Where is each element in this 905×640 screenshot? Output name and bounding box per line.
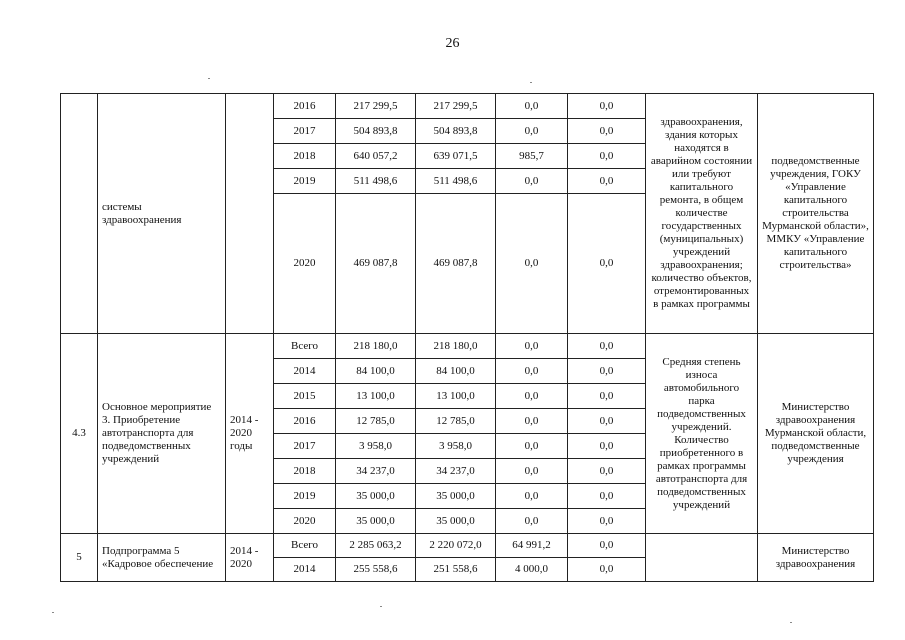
year-cell: 2014 xyxy=(274,558,336,582)
funding-cell: 0,0 xyxy=(496,434,568,459)
year-cell: 2019 xyxy=(274,484,336,509)
funding-cell: 511 498,6 xyxy=(416,169,496,194)
funding-cell: 218 180,0 xyxy=(416,334,496,359)
total-cell: 2 285 063,2 xyxy=(336,534,416,558)
total-cell: 3 958,0 xyxy=(336,434,416,459)
funding-cell: 985,7 xyxy=(496,144,568,169)
executor-cell: Министерство здравоохранения xyxy=(758,534,874,582)
scan-speck xyxy=(380,606,382,607)
year-cell: 2017 xyxy=(274,119,336,144)
funding-cell: 3 958,0 xyxy=(416,434,496,459)
total-cell: 34 237,0 xyxy=(336,459,416,484)
funding-cell: 0,0 xyxy=(568,194,646,334)
period-cell xyxy=(226,94,274,334)
funding-cell: 64 991,2 xyxy=(496,534,568,558)
funding-cell: 639 071,5 xyxy=(416,144,496,169)
year-cell: 2018 xyxy=(274,459,336,484)
measure-name-cell: системы здравоохранения xyxy=(98,94,226,334)
year-cell: 2014 xyxy=(274,359,336,384)
measure-name-cell: Подпрограмма 5 «Кадровое обеспечение xyxy=(98,534,226,582)
funding-cell: 0,0 xyxy=(568,169,646,194)
scan-speck xyxy=(52,612,54,613)
year-cell: 2020 xyxy=(274,509,336,534)
year-cell: 2020 xyxy=(274,194,336,334)
scan-speck xyxy=(208,78,210,79)
funding-cell: 0,0 xyxy=(568,534,646,558)
indicator-cell: Средняя степень износа автомобильного парка подведомственных учреждений. Количество приобретенного в рамках программы автотранспорта для подведомственных учреждений xyxy=(646,334,758,534)
funding-cell: 504 893,8 xyxy=(416,119,496,144)
funding-cell: 13 100,0 xyxy=(416,384,496,409)
total-cell: 255 558,6 xyxy=(336,558,416,582)
row-number-cell: 5 xyxy=(61,534,98,582)
funding-cell: 0,0 xyxy=(568,409,646,434)
funding-cell: 2 220 072,0 xyxy=(416,534,496,558)
total-cell: 504 893,8 xyxy=(336,119,416,144)
year-cell: 2017 xyxy=(274,434,336,459)
funding-cell: 0,0 xyxy=(568,384,646,409)
period-cell: 2014 - 2020 xyxy=(226,534,274,582)
funding-cell: 251 558,6 xyxy=(416,558,496,582)
funding-cell: 35 000,0 xyxy=(416,484,496,509)
funding-cell: 0,0 xyxy=(496,359,568,384)
table-row xyxy=(61,334,874,359)
year-cell: Всего xyxy=(274,534,336,558)
funding-cell: 0,0 xyxy=(568,459,646,484)
funding-cell: 0,0 xyxy=(496,119,568,144)
funding-cell: 12 785,0 xyxy=(416,409,496,434)
total-cell: 217 299,5 xyxy=(336,94,416,119)
table-row xyxy=(61,534,874,558)
funding-cell: 84 100,0 xyxy=(416,359,496,384)
funding-cell: 0,0 xyxy=(568,334,646,359)
total-cell: 13 100,0 xyxy=(336,384,416,409)
scan-speck xyxy=(530,82,532,83)
funding-cell: 0,0 xyxy=(568,144,646,169)
funding-cell: 0,0 xyxy=(496,334,568,359)
funding-cell: 0,0 xyxy=(496,509,568,534)
total-cell: 469 087,8 xyxy=(336,194,416,334)
funding-cell: 0,0 xyxy=(568,558,646,582)
funding-cell: 217 299,5 xyxy=(416,94,496,119)
funding-cell: 4 000,0 xyxy=(496,558,568,582)
funding-cell: 469 087,8 xyxy=(416,194,496,334)
year-cell: 2015 xyxy=(274,384,336,409)
measure-name-cell: Основное мероприятие 3. Приобретение автотранспорта для подведомственных учреждений xyxy=(98,334,226,534)
funding-cell: 0,0 xyxy=(496,384,568,409)
funding-cell: 0,0 xyxy=(496,459,568,484)
funding-cell: 0,0 xyxy=(496,409,568,434)
program-table xyxy=(60,93,874,582)
funding-cell: 0,0 xyxy=(568,119,646,144)
funding-cell: 0,0 xyxy=(496,484,568,509)
year-cell: 2019 xyxy=(274,169,336,194)
funding-cell: 0,0 xyxy=(568,359,646,384)
total-cell: 12 785,0 xyxy=(336,409,416,434)
total-cell: 84 100,0 xyxy=(336,359,416,384)
total-cell: 511 498,6 xyxy=(336,169,416,194)
year-cell: 2018 xyxy=(274,144,336,169)
year-cell: 2016 xyxy=(274,409,336,434)
total-cell: 218 180,0 xyxy=(336,334,416,359)
executor-cell: Министерство здравоохранения Мурманской области, подведомственные учреждения xyxy=(758,334,874,534)
funding-cell: 0,0 xyxy=(496,169,568,194)
total-cell: 35 000,0 xyxy=(336,484,416,509)
table-row xyxy=(61,94,874,119)
indicator-cell: здравоохранения, здания которых находятся в аварийном состоянии или требуют капитального ремонта, в общем количестве государственных (муниципальных) учреждений здравоохранения; количество объектов, отремонтированных в рамках программы xyxy=(646,94,758,334)
row-number-cell xyxy=(61,94,98,334)
funding-cell: 0,0 xyxy=(496,194,568,334)
funding-cell: 0,0 xyxy=(568,484,646,509)
funding-cell: 0,0 xyxy=(568,434,646,459)
funding-cell: 35 000,0 xyxy=(416,509,496,534)
indicator-cell xyxy=(646,534,758,582)
executor-cell: подведомственные учреждения, ГОКУ «Управление капитального строительства Мурманской области», ММКУ «Управление капитального строительства» xyxy=(758,94,874,334)
funding-cell: 0,0 xyxy=(568,94,646,119)
year-cell: 2016 xyxy=(274,94,336,119)
funding-cell: 34 237,0 xyxy=(416,459,496,484)
year-cell: Всего xyxy=(274,334,336,359)
row-number-cell: 4.3 xyxy=(61,334,98,534)
total-cell: 640 057,2 xyxy=(336,144,416,169)
period-cell: 2014 - 2020 годы xyxy=(226,334,274,534)
funding-cell: 0,0 xyxy=(568,509,646,534)
funding-cell: 0,0 xyxy=(496,94,568,119)
scan-speck xyxy=(790,622,792,623)
total-cell: 35 000,0 xyxy=(336,509,416,534)
page-number: 26 xyxy=(445,36,460,51)
